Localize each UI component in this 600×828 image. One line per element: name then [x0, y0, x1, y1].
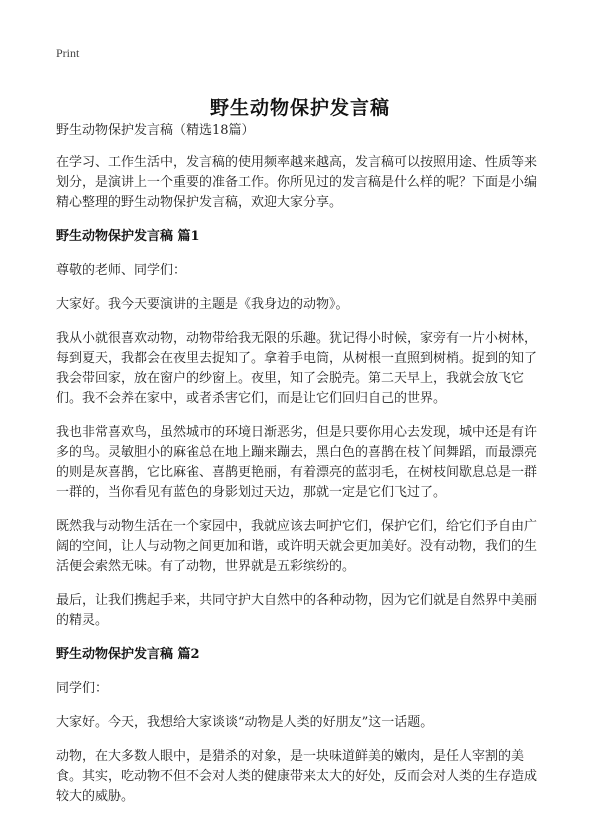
section-2-greeting: 同学们： — [56, 681, 109, 696]
section-1-paragraph-3: 我也非常喜欢鸟，虽然城市的环境日渐恶劣，但是只要你用心去发现，城中还是有许多的鸟。灵敏胆小的麻雀总在地上蹦来蹦去，黑白色的喜鹊在枝丫间舞蹈，而最漂亮的则是灰喜鹊，它比麻雀、喜鹊更艳丽，有着漂亮的蓝羽毛，在树枝间歇息总是一群一群的，当你看见有蓝色的身影划过天边，那就一定是它们飞过了。 — [56, 425, 538, 500]
page-title: 野生动物保护发言稿 — [209, 96, 390, 119]
section-2-paragraph-1: 大家好。今天，我想给大家谈谈“动物是人类的好朋友”这一话题。 — [56, 715, 434, 730]
section-1-heading: 野生动物保护发言稿 篇1 — [56, 229, 200, 244]
document-body — [56, 121, 548, 821]
document-subtitle: 野生动物保护发言稿（精选18篇） — [56, 123, 255, 138]
print-label: Print — [56, 46, 80, 60]
section-1-greeting: 尊敬的老师、同学们： — [56, 263, 187, 278]
intro-paragraph: 在学习、工作生活中，发言稿的使用频率越来越高，发言稿可以按照用途、性质等来划分，是演讲上一个重要的准备工作。你所见过的发言稿是什么样的呢？下面是小编精心整理的野生动物保护发言稿，欢迎大家分享。 — [56, 155, 538, 210]
section-1-paragraph-5: 最后，让我们携起手来，共同守护大自然中的各种动物，因为它们就是自然界中美丽的精灵。 — [56, 593, 538, 628]
section-1-paragraph-2: 我从小就很喜欢动物，动物带给我无限的乐趣。犹记得小时候，家旁有一片小树林，每到夏天，我都会在夜里去捉知了。拿着手电筒，从树根一直照到树梢。捉到的知了我会带回家，放在窗户的纱窗上。夜里，知了会脱壳。第二天早上，我就会放飞它们。我不会养在家中，或者杀害它们，而是让它们回归自己的世界。 — [56, 331, 538, 406]
section-2-heading: 野生动物保护发言稿 篇2 — [56, 647, 200, 662]
section-1-paragraph-1: 大家好。我今天要演讲的主题是《我身边的动物》。 — [56, 297, 349, 312]
section-2-paragraph-2: 动物，在大多数人眼中，是猎杀的对象，是一块味道鲜美的嫩肉，是任人宰割的美食。其实，吃动物不但不会对人类的健康带来太大的好处，反而会对人类的生存造成较大的威胁。 — [56, 749, 538, 804]
section-1-paragraph-4: 既然我与动物生活在一个家园中，我就应该去呵护它们，保护它们，给它们予自由广阔的空间，让人与动物之间更加和谐，或许明天就会更加美好。没有动物，我们的生活便会索然无味。有了动物，世界就是五彩缤纷的。 — [56, 519, 538, 574]
